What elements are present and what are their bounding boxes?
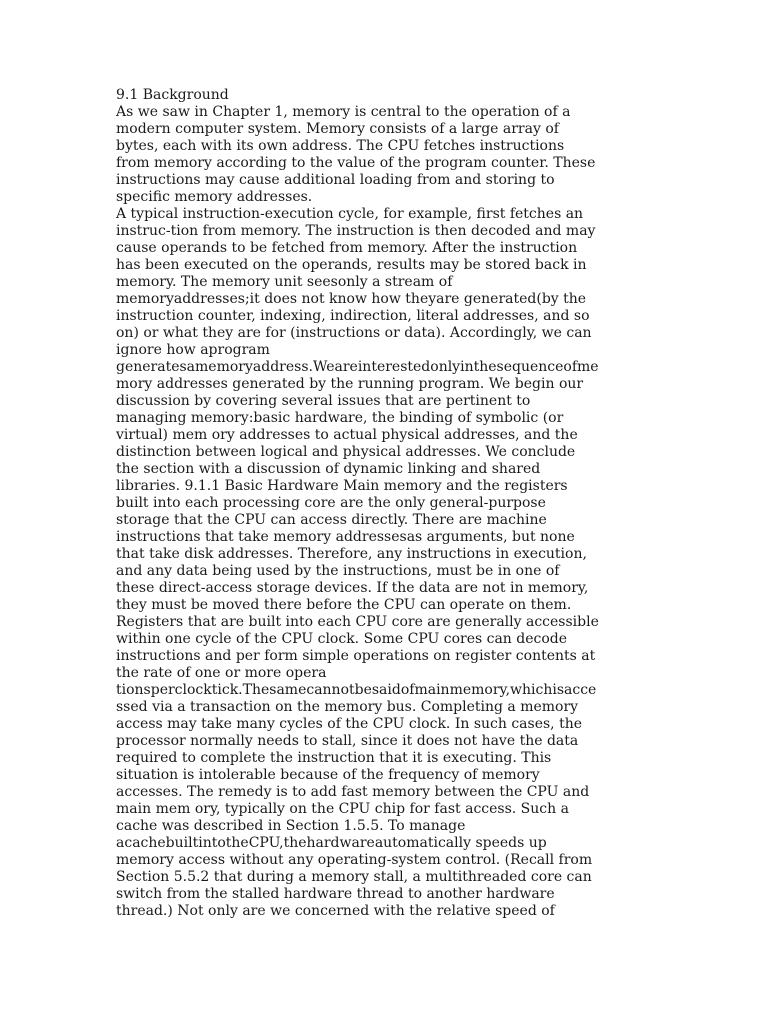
text-line: required to complete the instruction that it is executing. This	[116, 750, 552, 766]
text-line: main mem ory, typically on the CPU chip for fast access. Such a	[116, 801, 569, 817]
text-line: the section with a discussion of dynamic linking and shared	[116, 461, 541, 477]
text-line: cache was described in Section 1.5.5. To manage	[116, 818, 466, 834]
text-line: generatesamemoryaddress.Weareinterestedonlyinthesequenceofme	[116, 359, 599, 375]
text-line: mory addresses generated by the running program. We begin our	[116, 376, 584, 392]
text-line: access may take many cycles of the CPU clock. In such cases, the	[116, 716, 583, 732]
text-line: accesses. The remedy is to add fast memory between the CPU and	[116, 784, 590, 800]
text-line: situation is intolerable because of the frequency of memory	[116, 767, 540, 783]
text-line: thread.) Not only are we concerned with the relative speed of	[116, 903, 555, 919]
text-line: A typical instruction-execution cycle, for example, first fetches an	[116, 206, 584, 222]
text-line: modern computer system. Memory consists of a large array of	[116, 121, 559, 137]
text-line: from memory according to the value of the program counter. These	[116, 155, 596, 171]
text-line: tionsperclocktick.Thesamecannotbesaidofmainmemory,whichisacce	[116, 682, 597, 698]
text-line: switch from the stalled hardware thread to another hardware	[116, 886, 555, 902]
text-line: bytes, each with its own address. The CPU fetches instructions	[116, 138, 565, 154]
text-line: instruc-tion from memory. The instruction is then decoded and may	[116, 223, 596, 239]
text-line: Section 5.5.2 that during a memory stall, a multithreaded core can	[116, 869, 592, 885]
text-line: memory. The memory unit seesonly a stream of	[116, 274, 453, 290]
text-line: As we saw in Chapter 1, memory is central to the operation of a	[116, 104, 571, 120]
text-line: instructions and per form simple operations on register contents at	[116, 648, 596, 664]
text-line: ssed via a transaction on the memory bus. Completing a memory	[116, 699, 579, 715]
text-line: virtual) mem ory addresses to actual physical addresses, and the	[116, 427, 578, 443]
text-line: instructions may cause additional loading from and storing to	[116, 172, 555, 188]
text-line: distinction between logical and physical addresses. We conclude	[116, 444, 576, 460]
text-line: storage that the CPU can access directly. There are machine	[116, 512, 547, 528]
text-line: cause operands to be fetched from memory. After the instruction	[116, 240, 578, 256]
text-line: acachebuiltintotheCPU,thehardwareautomatically speeds up	[116, 835, 547, 851]
text-line: these direct-access storage devices. If the data are not in memory,	[116, 580, 589, 596]
text-line: has been executed on the operands, results may be stored back in	[116, 257, 587, 273]
text-line: the rate of one or more opera	[116, 665, 327, 681]
text-line: memoryaddresses;it does not know how theyare generated(by the	[116, 291, 587, 307]
text-line: that take disk addresses. Therefore, any instructions in execution,	[116, 546, 587, 562]
text-line: and any data being used by the instructions, must be in one of	[116, 563, 560, 579]
text-line: instructions that take memory addressesas arguments, but none	[116, 529, 575, 545]
text-line: memory access without any operating-system control. (Recall from	[116, 852, 593, 868]
document-page	[116, 87, 656, 920]
text-line: Registers that are built into each CPU core are generally accessible	[116, 614, 599, 630]
text-line: on) or what they are for (instructions or data). Accordingly, we can	[116, 325, 592, 341]
text-line: processor normally needs to stall, since it does not have the data	[116, 733, 579, 749]
text-line: discussion by covering several issues that are pertinent to	[116, 393, 531, 409]
section-heading: 9.1 Background	[116, 87, 229, 103]
text-line: ignore how aprogram	[116, 342, 270, 358]
text-line: instruction counter, indexing, indirection, literal addresses, and so	[116, 308, 590, 324]
text-line: built into each processing core are the only general-purpose	[116, 495, 546, 511]
text-line: specific memory addresses.	[116, 189, 313, 205]
text-line: within one cycle of the CPU clock. Some CPU cores can decode	[116, 631, 568, 647]
text-line: they must be moved there before the CPU can operate on them.	[116, 597, 572, 613]
text-line: libraries. 9.1.1 Basic Hardware Main memory and the registers	[116, 478, 568, 494]
text-line: managing memory:basic hardware, the binding of symbolic (or	[116, 410, 564, 426]
